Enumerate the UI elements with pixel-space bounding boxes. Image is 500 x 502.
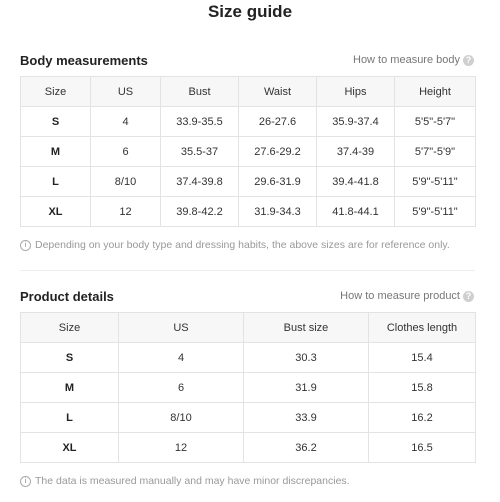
- table-cell: 39.4-41.8: [317, 167, 395, 197]
- table-cell: 31.9: [244, 373, 369, 403]
- table-cell: 29.6-31.9: [239, 167, 317, 197]
- table-cell: 5'7"-5'9": [395, 137, 476, 167]
- product-details-header: [20, 287, 474, 305]
- how-to-measure-body-label: How to measure body: [353, 54, 460, 66]
- table-cell: XL: [21, 433, 119, 463]
- table-cell: 5'9"-5'11": [395, 167, 476, 197]
- table-row: [21, 137, 476, 167]
- table-cell: 26-27.6: [239, 107, 317, 137]
- how-to-measure-product-link[interactable]: [340, 290, 474, 302]
- table-cell: M: [21, 373, 119, 403]
- table-header-row: [21, 313, 476, 343]
- table-cell: 31.9-34.3: [239, 197, 317, 227]
- product-details-title: Product details: [20, 288, 114, 304]
- body-measurements-table: [20, 76, 476, 227]
- table-header-row: [21, 77, 476, 107]
- info-circle-icon: i: [20, 476, 31, 487]
- table-cell: 12: [119, 433, 244, 463]
- product-note-text: The data is measured manually and may have minor discrepancies.: [35, 475, 350, 487]
- column-header: Bust: [161, 77, 239, 107]
- table-cell: 4: [91, 107, 161, 137]
- table-cell: 4: [119, 343, 244, 373]
- column-header: Waist: [239, 77, 317, 107]
- table-cell: S: [21, 343, 119, 373]
- question-circle-icon: ?: [463, 55, 474, 66]
- table-cell: 27.6-29.2: [239, 137, 317, 167]
- table-cell: 37.4-39.8: [161, 167, 239, 197]
- table-row: [21, 433, 476, 463]
- table-cell: 35.5-37: [161, 137, 239, 167]
- section-divider: [20, 270, 475, 271]
- table-cell: 16.5: [369, 433, 476, 463]
- table-cell: 5'9"-5'11": [395, 197, 476, 227]
- table-cell: 33.9: [244, 403, 369, 433]
- table-cell: 41.8-44.1: [317, 197, 395, 227]
- table-row: [21, 167, 476, 197]
- table-cell: M: [21, 137, 91, 167]
- table-cell: 5'5"-5'7": [395, 107, 476, 137]
- column-header: US: [91, 77, 161, 107]
- product-data-note: [20, 475, 480, 487]
- table-cell: 33.9-35.5: [161, 107, 239, 137]
- column-header: Clothes length: [369, 313, 476, 343]
- column-header: Bust size: [244, 313, 369, 343]
- info-circle-icon: i: [20, 240, 31, 251]
- table-cell: 36.2: [244, 433, 369, 463]
- column-header: US: [119, 313, 244, 343]
- table-cell: 8/10: [91, 167, 161, 197]
- table-cell: L: [21, 403, 119, 433]
- table-cell: 37.4-39: [317, 137, 395, 167]
- body-note-text: Depending on your body type and dressing habits, the above sizes are for reference only.: [35, 239, 450, 251]
- table-cell: 15.8: [369, 373, 476, 403]
- question-circle-icon: ?: [463, 291, 474, 302]
- product-details-table: [20, 312, 476, 463]
- table-cell: S: [21, 107, 91, 137]
- table-cell: L: [21, 167, 91, 197]
- body-measurements-title: Body measurements: [20, 52, 148, 68]
- table-cell: 15.4: [369, 343, 476, 373]
- table-cell: 35.9-37.4: [317, 107, 395, 137]
- column-header: Height: [395, 77, 476, 107]
- table-row: [21, 343, 476, 373]
- column-header: Size: [21, 77, 91, 107]
- page-title: Size guide: [207, 2, 293, 21]
- table-cell: XL: [21, 197, 91, 227]
- table-row: [21, 373, 476, 403]
- table-cell: 16.2: [369, 403, 476, 433]
- column-header: Size: [21, 313, 119, 343]
- body-reference-note: [20, 239, 480, 251]
- body-measurements-header: [20, 51, 474, 69]
- table-row: [21, 107, 476, 137]
- column-header: Hips: [317, 77, 395, 107]
- table-cell: 8/10: [119, 403, 244, 433]
- table-cell: 6: [91, 137, 161, 167]
- table-cell: 12: [91, 197, 161, 227]
- how-to-measure-product-label: How to measure product: [340, 290, 460, 302]
- table-cell: 6: [119, 373, 244, 403]
- table-row: [21, 403, 476, 433]
- table-cell: 30.3: [244, 343, 369, 373]
- how-to-measure-body-link[interactable]: [353, 54, 474, 66]
- table-row: [21, 197, 476, 227]
- table-cell: 39.8-42.2: [161, 197, 239, 227]
